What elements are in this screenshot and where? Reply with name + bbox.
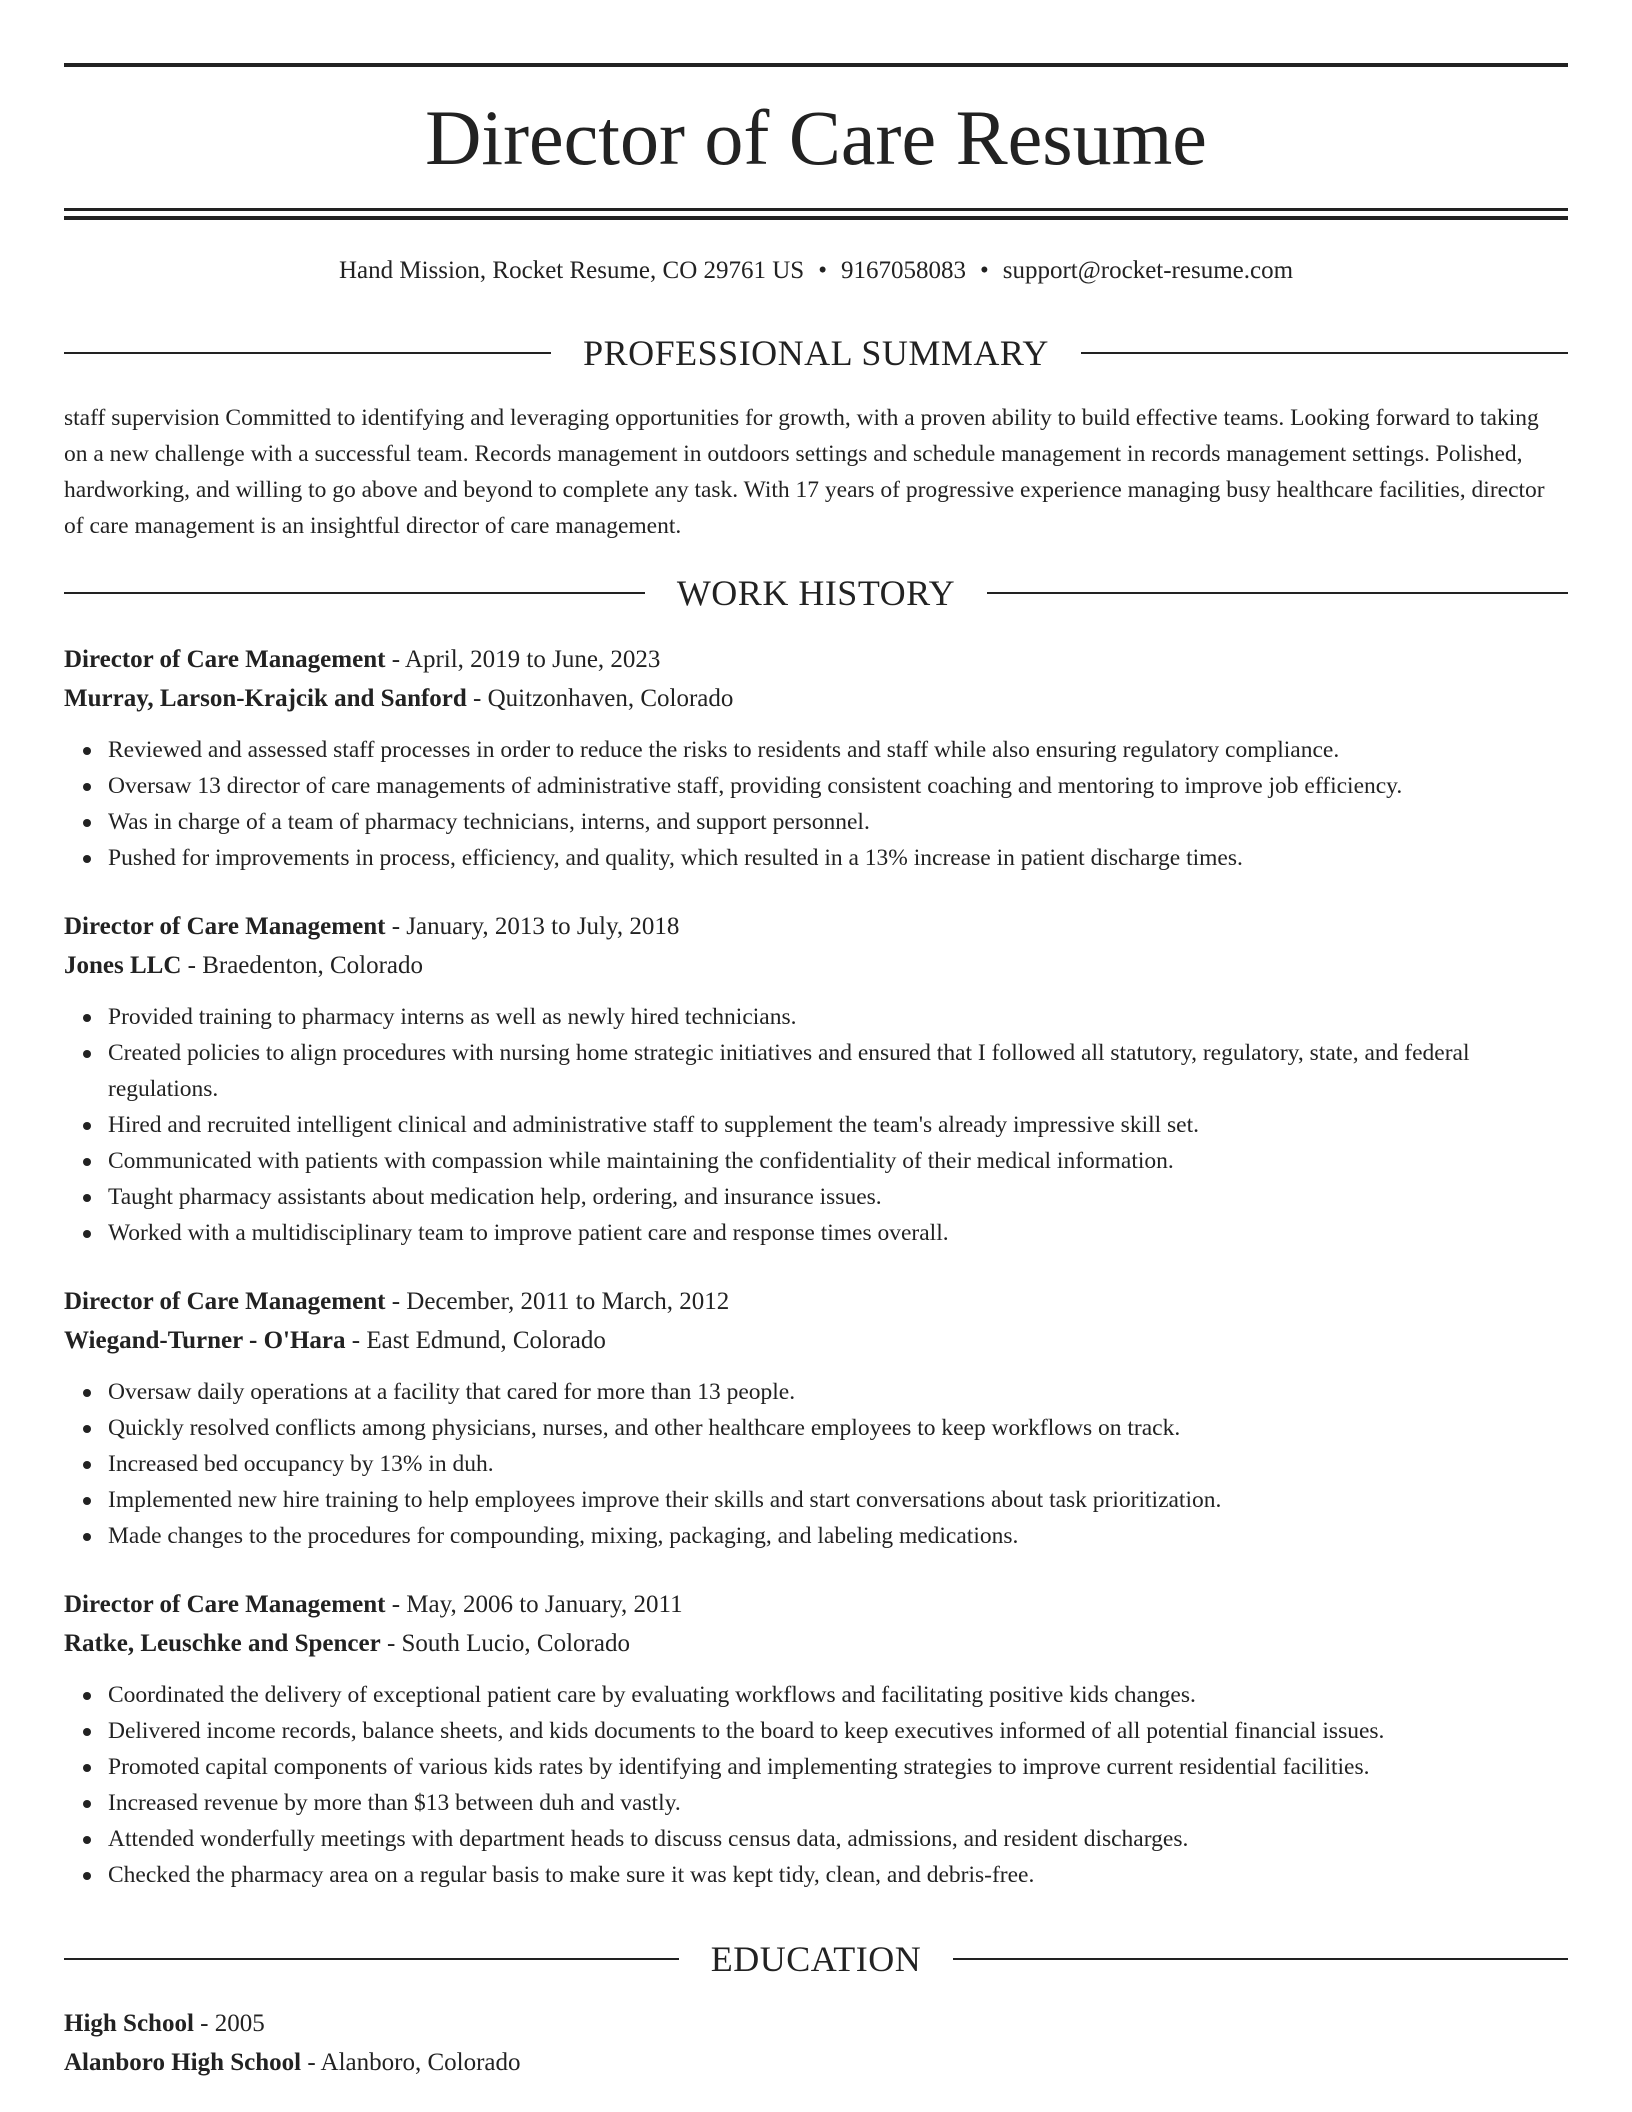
education-year: - 2005 <box>193 2010 265 2037</box>
education-degree-line <box>64 2004 1568 2043</box>
education-degree: High School <box>64 2010 194 2037</box>
job-title: Director of Care Management <box>64 1288 386 1315</box>
job-bullet: Increased revenue by more than $13 between duh and vastly. <box>108 1785 1568 1821</box>
education-location: - Alanboro, Colorado <box>301 2049 521 2076</box>
job-company: Murray, Larson-Krajcik and Sanford <box>64 685 467 712</box>
job-bullet: Was in charge of a team of pharmacy technicians, interns, and support personnel. <box>108 804 1568 840</box>
job-location: - Quitzonhaven, Colorado <box>466 685 734 712</box>
job-dates: - January, 2013 to July, 2018 <box>385 913 680 940</box>
job-title: Director of Care Management <box>64 646 386 673</box>
job-bullet-list <box>64 732 1568 876</box>
job-bullet: Checked the pharmacy area on a regular basis to make sure it was kept tidy, clean, and debris-free. <box>108 1857 1568 1893</box>
job-bullet: Worked with a multidisciplinary team to improve patient care and response times overall. <box>108 1215 1568 1251</box>
heading-rule-left <box>64 1958 679 1960</box>
job-bullet: Reviewed and assessed staff processes in order to reduce the risks to residents and staff while also ensuring regulatory compliance. <box>108 732 1568 768</box>
job-company-line <box>64 946 1568 985</box>
job-location: - Braedenton, Colorado <box>181 952 423 979</box>
job-bullet: Implemented new hire training to help employees improve their skills and start conversations about task prioritization. <box>108 1482 1568 1518</box>
job-bullet: Oversaw 13 director of care managements of administrative staff, providing consistent coaching and mentoring to improve job efficiency. <box>108 768 1568 804</box>
heading-rule-left <box>64 352 551 354</box>
job-title: Director of Care Management <box>64 913 386 940</box>
job-bullet: Provided training to pharmacy interns as well as newly hired technicians. <box>108 999 1568 1035</box>
job-bullet: Quickly resolved conflicts among physicians, nurses, and other healthcare employees to keep workflows on track. <box>108 1410 1568 1446</box>
job-bullet: Promoted capital components of various kids rates by identifying and implementing strategies to improve current residential facilities. <box>108 1749 1568 1785</box>
job-bullet-list <box>64 1677 1568 1893</box>
job-bullet: Delivered income records, balance sheets, and kids documents to the board to keep executives informed of all potential financial issues. <box>108 1713 1568 1749</box>
work-history-heading-label: WORK HISTORY <box>676 573 956 613</box>
job-title-line <box>64 1282 1568 1321</box>
summary-text: staff supervision Committed to identifying and leveraging opportunities for growth, with a proven ability to build effective teams. Looking forward to taking on a new challenge with a successful team. Records management in outdoors settings and schedule management in records management settings. Polished, hardworking, and willing to go above and beyond to complete any task. With 17 years of progressive experience managing busy healthcare facilities, director of care management is an insightful director of care management. <box>64 405 1545 539</box>
job-title: Director of Care Management <box>64 1591 386 1618</box>
job-entry <box>64 1585 1568 1893</box>
title-underline-rule <box>64 208 1568 211</box>
job-title-line <box>64 1585 1568 1624</box>
job-entry <box>64 907 1568 1251</box>
education-school: Alanboro High School <box>64 2049 302 2076</box>
job-location: - South Lucio, Colorado <box>380 1630 630 1657</box>
heading-rule-right <box>953 1958 1568 1960</box>
job-entry <box>64 640 1568 876</box>
job-bullet: Coordinated the delivery of exceptional patient care by evaluating workflows and facilitating positive kids changes. <box>108 1677 1568 1713</box>
job-bullet: Hired and recruited intelligent clinical and administrative staff to supplement the team's already impressive skill set. <box>108 1107 1568 1143</box>
job-bullet: Created policies to align procedures with nursing home strategic initiatives and ensured that I followed all statutory, regulatory, state, and federal regulations. <box>108 1035 1568 1107</box>
job-bullet: Pushed for improvements in process, efficiency, and quality, which resulted in a 13% increase in patient discharge times. <box>108 840 1568 876</box>
job-title-line <box>64 640 1568 679</box>
contact-phone: 9167058083 <box>840 257 966 284</box>
job-bullet: Made changes to the procedures for compounding, mixing, packaging, and labeling medications. <box>108 1518 1568 1554</box>
top-rule <box>64 63 1568 67</box>
job-bullet: Attended wonderfully meetings with department heads to discuss census data, admissions, and resident discharges. <box>108 1821 1568 1857</box>
education-section-heading <box>64 1936 1568 1982</box>
contact-separator: • <box>979 257 989 284</box>
resume-title: Director of Care Resume <box>425 94 1207 181</box>
job-bullet: Increased bed occupancy by 13% in duh. <box>108 1446 1568 1482</box>
job-company-line <box>64 1624 1568 1663</box>
contact-separator: • <box>818 257 827 284</box>
heading-rule-right <box>1081 352 1568 354</box>
contact-line <box>64 254 1568 288</box>
job-dates: - December, 2011 to March, 2012 <box>385 1288 730 1315</box>
job-bullet: Taught pharmacy assistants about medication help, ordering, and insurance issues. <box>108 1179 1568 1215</box>
job-company: Jones LLC <box>64 952 182 979</box>
job-company-line <box>64 1321 1568 1360</box>
summary-heading-label: PROFESSIONAL SUMMARY <box>583 333 1049 373</box>
job-company: Ratke, Leuschke and Spencer <box>64 1630 381 1657</box>
heading-rule-left <box>64 592 645 594</box>
job-bullet-list <box>64 999 1568 1251</box>
education-heading-label: EDUCATION <box>710 1939 922 1979</box>
job-dates: - May, 2006 to January, 2011 <box>385 1591 683 1618</box>
job-bullet: Oversaw daily operations at a facility that cared for more than 13 people. <box>108 1374 1568 1410</box>
job-entry <box>64 1282 1568 1554</box>
summary-section-heading <box>64 330 1568 376</box>
job-bullet-list <box>64 1374 1568 1554</box>
job-title-line <box>64 907 1568 946</box>
education-school-line <box>64 2043 1568 2082</box>
job-location: - East Edmund, Colorado <box>345 1327 606 1354</box>
education-entry <box>64 2004 1568 2082</box>
contact-address: Hand Mission, Rocket Resume, CO 29761 US <box>338 257 805 284</box>
contact-email[interactable]: support@rocket-resume.com <box>1002 257 1294 284</box>
job-company-line <box>64 679 1568 718</box>
work-history-section-heading <box>64 570 1568 616</box>
job-bullet: Communicated with patients with compassion while maintaining the confidentiality of their medical information. <box>108 1143 1568 1179</box>
title-underline-rule-second <box>64 216 1568 220</box>
heading-rule-right <box>987 592 1568 594</box>
job-dates: - April, 2019 to June, 2023 <box>385 646 661 673</box>
job-company: Wiegand-Turner - O'Hara <box>64 1327 346 1354</box>
